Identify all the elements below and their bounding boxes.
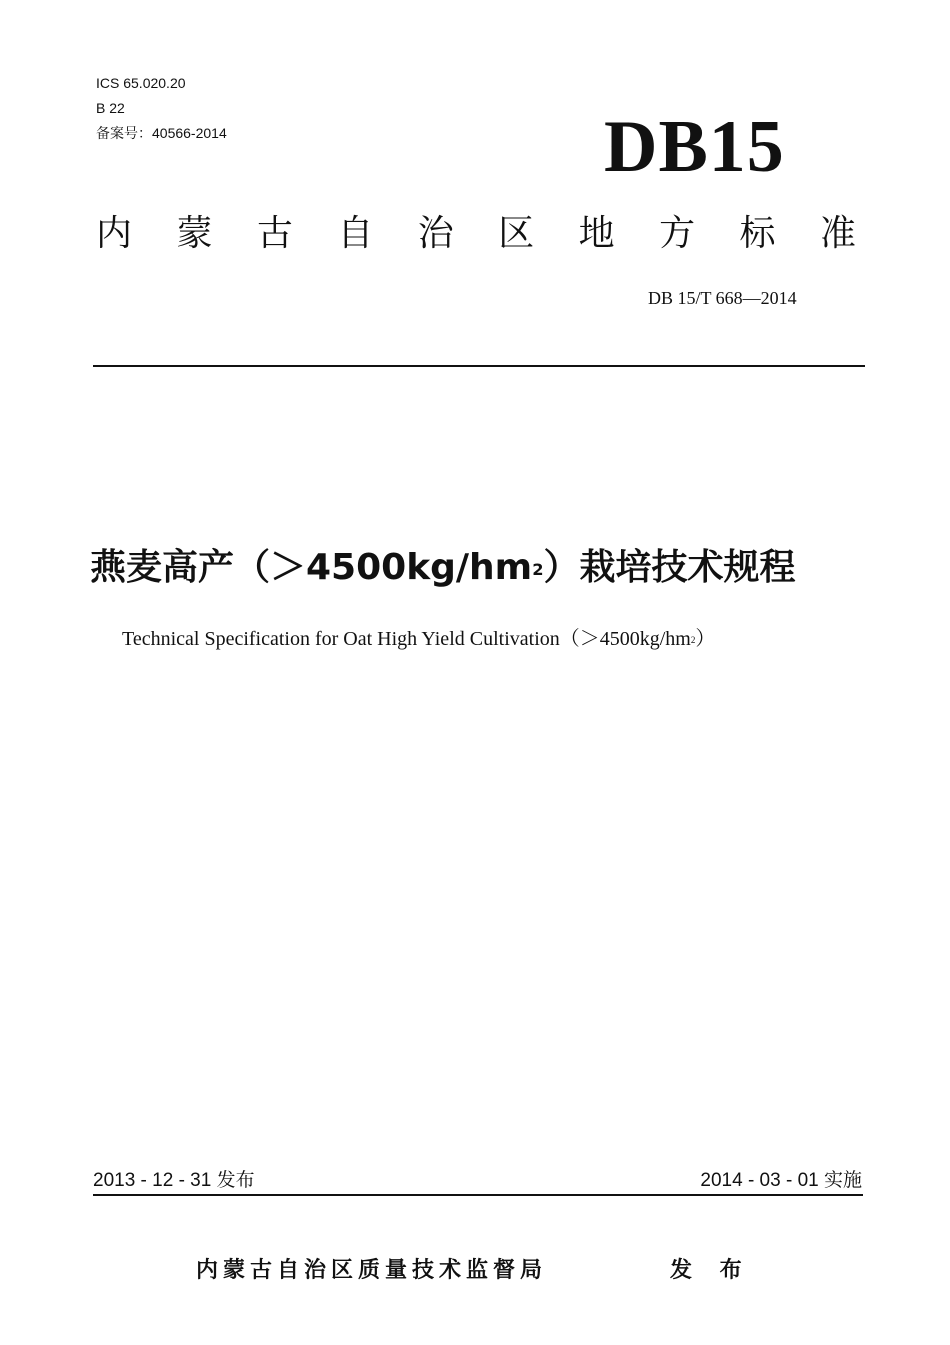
- title-char: 地: [578, 213, 615, 254]
- chinese-title-tail: ）栽培技术规程: [543, 547, 796, 588]
- standard-code-logo: DB15: [604, 106, 785, 188]
- title-char: 标: [739, 213, 776, 254]
- chinese-title-superscript: 2: [532, 559, 544, 579]
- english-title: [122, 625, 715, 653]
- title-char: 古: [256, 213, 293, 254]
- ics-code: ICS 65.020.20: [96, 75, 186, 91]
- title-char: 准: [819, 213, 856, 254]
- publish-date: 2013 - 12 - 31 发布: [93, 1170, 255, 1191]
- document-type-title: [96, 210, 856, 258]
- title-char: 蒙: [176, 213, 213, 254]
- standard-number: DB 15/T 668—2014: [648, 288, 797, 308]
- title-char: 治: [417, 213, 454, 254]
- footer-divider: [93, 1194, 863, 1196]
- classification-code: B 22: [96, 100, 125, 116]
- issuing-authority: 内蒙古自治区质量技术监督局: [196, 1258, 548, 1283]
- record-number: 备案号：40566-2014: [96, 125, 227, 141]
- issue-label: 发 布: [670, 1258, 752, 1283]
- chinese-title: [90, 543, 795, 593]
- chinese-title-main: 燕麦高产（＞4500kg/hm: [90, 547, 533, 588]
- english-title-tail: ）: [695, 628, 716, 650]
- english-title-main: Technical Specification for Oat High Yield Cultivation（＞4500kg/hm: [122, 628, 691, 650]
- header-divider: [93, 365, 865, 367]
- title-char: 内: [96, 213, 133, 254]
- implement-date: 2014 - 03 - 01 实施: [700, 1170, 862, 1191]
- title-char: 自: [337, 213, 374, 254]
- title-char: 区: [498, 213, 535, 254]
- english-title-superscript: 2: [690, 634, 696, 645]
- title-char: 方: [659, 213, 696, 254]
